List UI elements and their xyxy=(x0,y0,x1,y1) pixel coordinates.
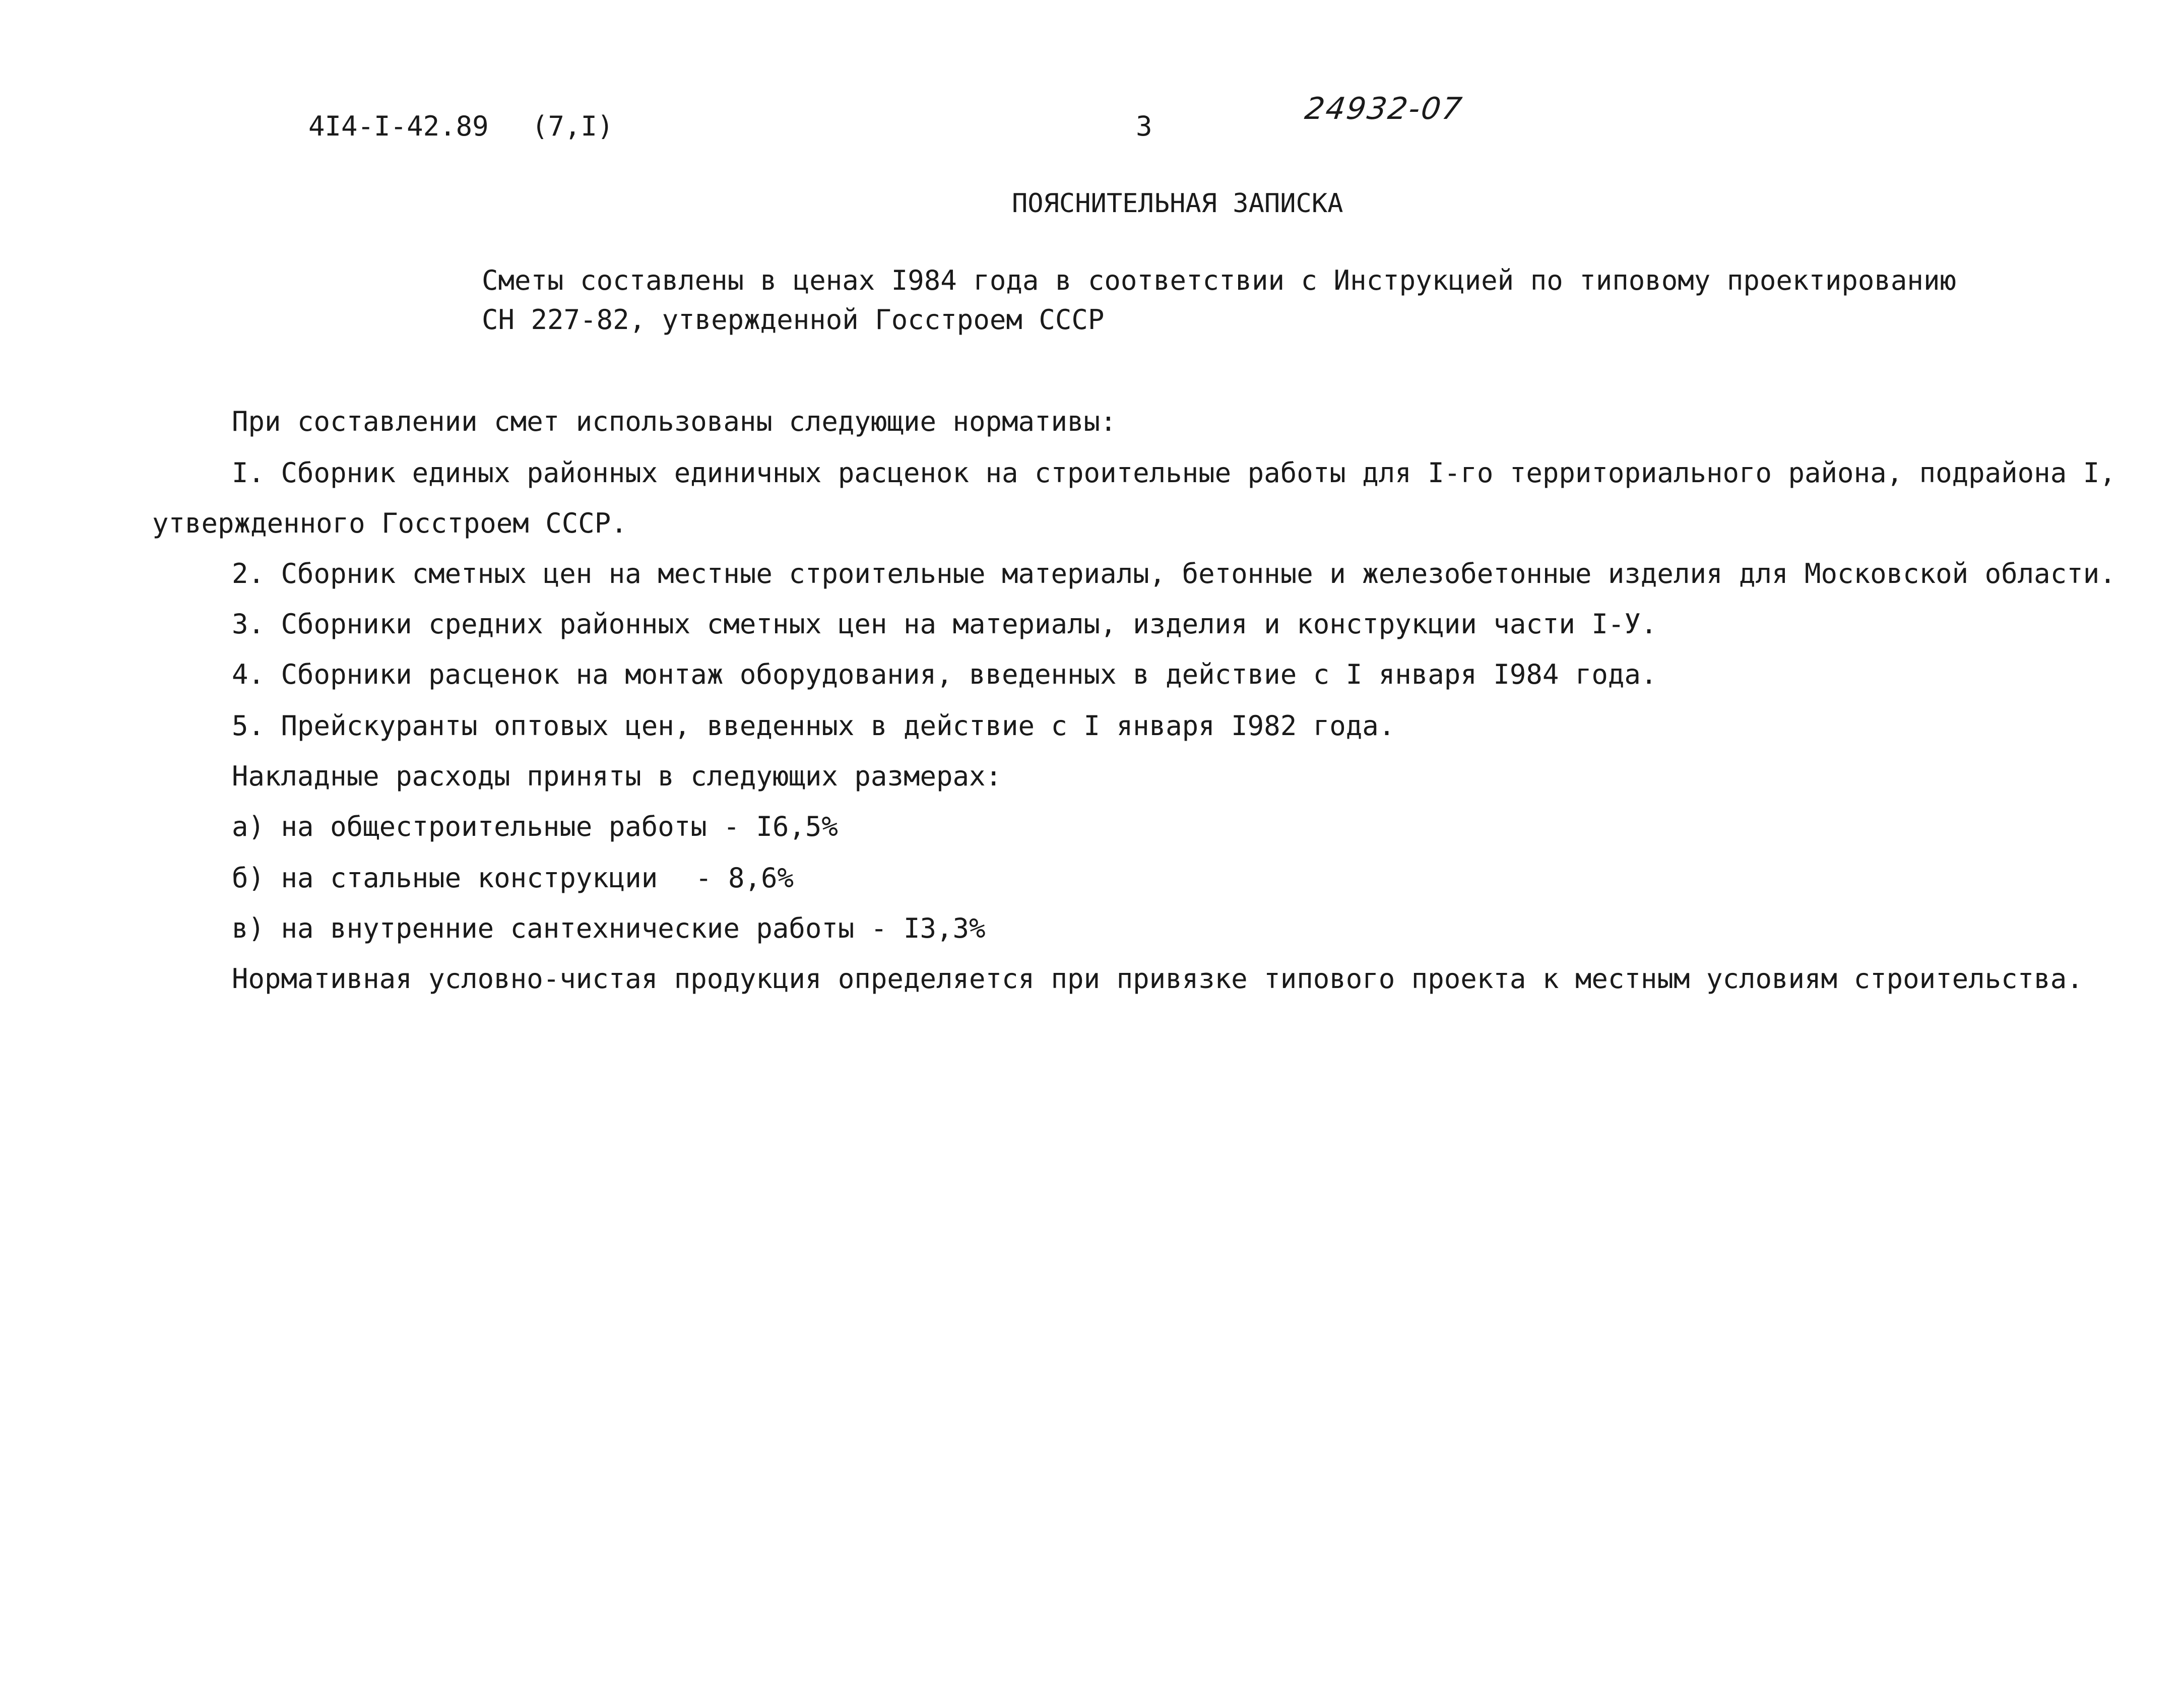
sheet-reference: (7,I) xyxy=(532,110,614,142)
overhead-item-b-value: - 8,6% xyxy=(695,862,794,894)
overhead-item-b-label: б) на стальные конструкции xyxy=(232,862,658,894)
intro-line-2: СН 227-82, утвержденной Госстроем СССР xyxy=(482,304,1105,336)
overhead-item-c: в) на внутренние сантехнические работы - I3,3% xyxy=(232,912,986,944)
handwritten-archive-number: 24932-07 xyxy=(1303,91,1465,126)
norm-item-3: 3. Сборники средних районных сметных цен на материалы, изделия и конструкции части I-У. xyxy=(232,608,1657,640)
norm-item-1-continuation: утвержденного Госстроем СССР. xyxy=(152,507,627,539)
norm-item-4: 4. Сборники расценок на монтаж оборудования, введенных в действие с I января I984 года. xyxy=(232,659,1657,690)
overhead-item-a: а) на общестроительные работы - I6,5% xyxy=(232,811,838,842)
overhead-lead: Накладные расходы приняты в следующих размерах: xyxy=(232,760,1002,792)
intro-line-1: Сметы составлены в ценах I984 года в соответствии с Инструкцией по типовому проектированию xyxy=(482,265,1956,296)
norm-item-1: I. Сборник единых районных единичных расценок на строительные работы для I-го территориального района, подрайона I, xyxy=(232,457,2116,489)
norm-item-5: 5. Прейскуранты оптовых цен, введенных в действие с I января I982 года. xyxy=(232,710,1395,742)
norms-lead-paragraph: При составлении смет использованы следующие нормативы: xyxy=(232,406,1117,437)
document-title: ПОЯСНИТЕЛЬНАЯ ЗАПИСКА xyxy=(1012,188,1343,219)
page-number: 3 xyxy=(1136,110,1152,142)
final-paragraph: Нормативная условно-чистая продукция определяется при привязке типового проекта к местным условиям строительства. xyxy=(232,963,2083,995)
norm-item-2: 2. Сборник сметных цен на местные строительные материалы, бетонные и железобетонные изделия для Московской области. xyxy=(232,558,2116,589)
document-code: 4I4-I-42.89 xyxy=(308,110,489,142)
